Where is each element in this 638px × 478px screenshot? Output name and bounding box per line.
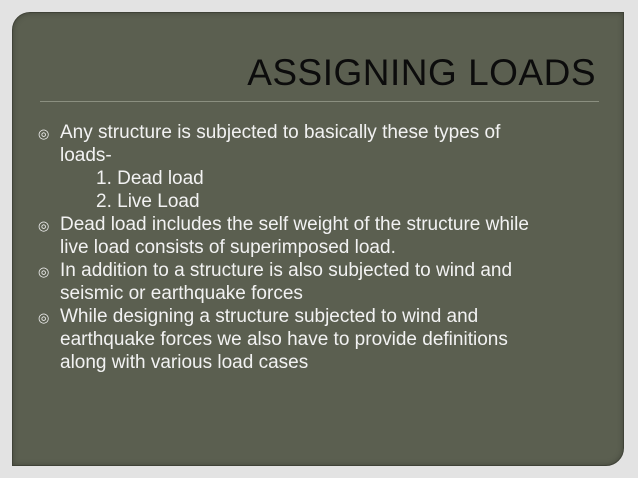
- bullet-line: In addition to a structure is also subjected to wind and: [60, 260, 513, 281]
- sub-item: 1. Dead load: [96, 168, 204, 189]
- slide-title: ASSIGNING LOADS: [247, 52, 596, 93]
- bullet-line: loads-: [60, 145, 112, 166]
- title-divider: [40, 101, 599, 102]
- bullet-item: [38, 259, 594, 305]
- bullet-line: While designing a structure subjected to wind and: [60, 306, 479, 327]
- bullet-item: [38, 305, 594, 374]
- bullet-line: seismic or earthquake forces: [60, 283, 303, 304]
- bullet-line: live load consists of superimposed load.: [60, 237, 396, 258]
- bullet-item: [38, 121, 594, 213]
- bullet-list: [38, 121, 594, 374]
- target-bullet-icon: ◎: [38, 126, 50, 141]
- bullet-line: earthquake forces we also have to provide definitions: [60, 329, 508, 350]
- sub-item: 2. Live Load: [96, 191, 200, 212]
- bullet-line: along with various load cases: [60, 352, 309, 373]
- target-bullet-icon: ◎: [38, 218, 50, 233]
- bullet-line: Any structure is subjected to basically these types of: [60, 122, 501, 143]
- bullet-line: Dead load includes the self weight of the structure while: [60, 214, 529, 235]
- target-bullet-icon: ◎: [38, 264, 50, 279]
- target-bullet-icon: ◎: [38, 310, 50, 325]
- bullet-item: [38, 213, 594, 259]
